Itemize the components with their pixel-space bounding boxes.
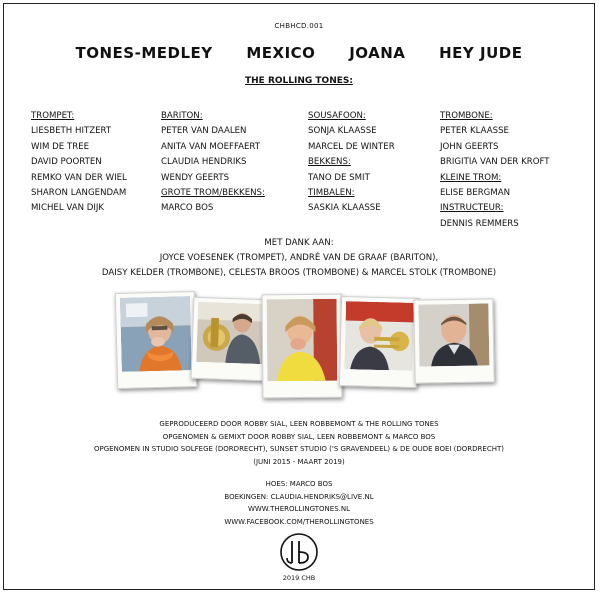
footer-year: 2019 CHB <box>282 574 316 582</box>
credit-line: OPGENOMEN IN STUDIO SOLFEGE (DORDRECHT), SUNSET STUDIO ('S GRAVENDEEL) & DE OUDE BOEI (DORDRECHT) <box>94 445 504 453</box>
section-heading: BEKKENS: <box>308 157 351 168</box>
member-name: CLAUDIA HENDRIKS <box>161 157 247 168</box>
member-name: MARCO BOS <box>161 203 214 214</box>
member-name: MICHEL VAN DIJK <box>31 203 105 214</box>
thanks-line: JOYCE VOESENEK (TROMPET), ANDRÉ VAN DE GRAAF (BARITON), <box>159 253 439 263</box>
section-heading: SOUSAFOON: <box>308 111 366 121</box>
sleeve-design: HOES: MARCO BOS <box>265 480 333 488</box>
photo-man-tuba <box>191 297 270 382</box>
section-heading: INSTRUCTEUR: <box>440 203 504 214</box>
section-heading: TIMBALEN: <box>308 188 355 199</box>
member-name: BRIGITIA VAN DER KROFT <box>440 157 550 168</box>
photo-woman-orange-scarf <box>115 291 197 389</box>
chb-logo-icon <box>279 532 319 572</box>
member-name: REMKO VAN DER WIEL <box>31 172 127 183</box>
facebook-link: WWW.FACEBOOK.COM/THEROLLINGTONES <box>224 517 374 526</box>
section-heading: TROMPET: <box>31 111 75 121</box>
thanks-line: DAISY KELDER (TROMBONE), CELESTA BROOS (TROMBONE) & MARCEL STOLK (TROMBONE) <box>101 268 497 278</box>
member-name: SONJA KLAASSE <box>308 126 377 137</box>
track-title: JOANA <box>349 44 406 62</box>
track-title: MEXICO <box>246 44 316 62</box>
track-list <box>4 44 594 62</box>
credit-line: GEPRODUCEERD DOOR ROBBY SIAL, LEEN ROBBEMONT & THE ROLLING TONES <box>159 420 439 428</box>
member-name: SASKIA KLAASSE <box>308 203 381 214</box>
member-name: DAVID POORTEN <box>31 157 102 168</box>
track-title: HEY JUDE <box>439 44 523 62</box>
member-name: TANO DE SMIT <box>308 172 370 183</box>
lineup-column-2 <box>161 109 265 217</box>
section-heading: KLEINE TROM: <box>440 172 502 183</box>
contact-info <box>4 478 594 528</box>
member-name: SHARON LANGENDAM <box>31 188 127 199</box>
catalog-number: CHBHCD.001 <box>274 22 324 30</box>
section-heading: GROTE TROM/BEKKENS: <box>161 188 265 199</box>
credit-line: OPGENOMEN & GEMIXT DOOR ROBBY SIAL, LEEN ROBBEMONT & MARCO BOS <box>162 432 436 441</box>
member-name: PETER VAN DAALEN <box>161 126 247 137</box>
thanks-heading: MET DANK AAN: <box>264 238 334 248</box>
section-heading: TROMBONE: <box>440 111 493 121</box>
lineup-column-4 <box>440 109 550 232</box>
member-name: ELISE BERGMAN <box>440 188 511 199</box>
member-name: MARCEL DE WINTER <box>308 141 395 152</box>
member-name: WIM DE TREE <box>31 141 90 152</box>
member-name: PETER KLAASSE <box>440 126 509 137</box>
thanks-section <box>4 236 594 281</box>
lineup-column-3 <box>308 109 395 217</box>
album-back-cover <box>3 3 595 590</box>
lineup-column-1 <box>31 109 127 217</box>
member-name: DENNIS REMMERS <box>440 218 519 229</box>
website-link: WWW.THEROLLINGTONES.NL <box>247 505 351 513</box>
member-name: WENDY GEERTS <box>161 172 230 183</box>
member-name: LIESBETH HITZERT <box>31 126 112 137</box>
photo-woman-trombone <box>339 296 419 388</box>
photo-woman-yellow-shirt <box>262 294 343 399</box>
member-name: ANITA VAN MOEFFAERT <box>161 141 261 152</box>
member-name: JOHN GEERTS <box>440 141 499 152</box>
band-heading: THE ROLLING TONES: <box>245 76 353 86</box>
photo-man-smiling <box>413 298 494 383</box>
production-credits <box>4 418 594 468</box>
booking-email: BOEKINGEN: CLAUDIA.HENDRIKS@LIVE.NL <box>224 492 374 501</box>
section-heading: BARITON: <box>161 111 203 121</box>
track-title: TONES-MEDLEY <box>75 44 213 62</box>
credit-line: (JUNI 2015 - MAART 2019) <box>253 457 345 466</box>
